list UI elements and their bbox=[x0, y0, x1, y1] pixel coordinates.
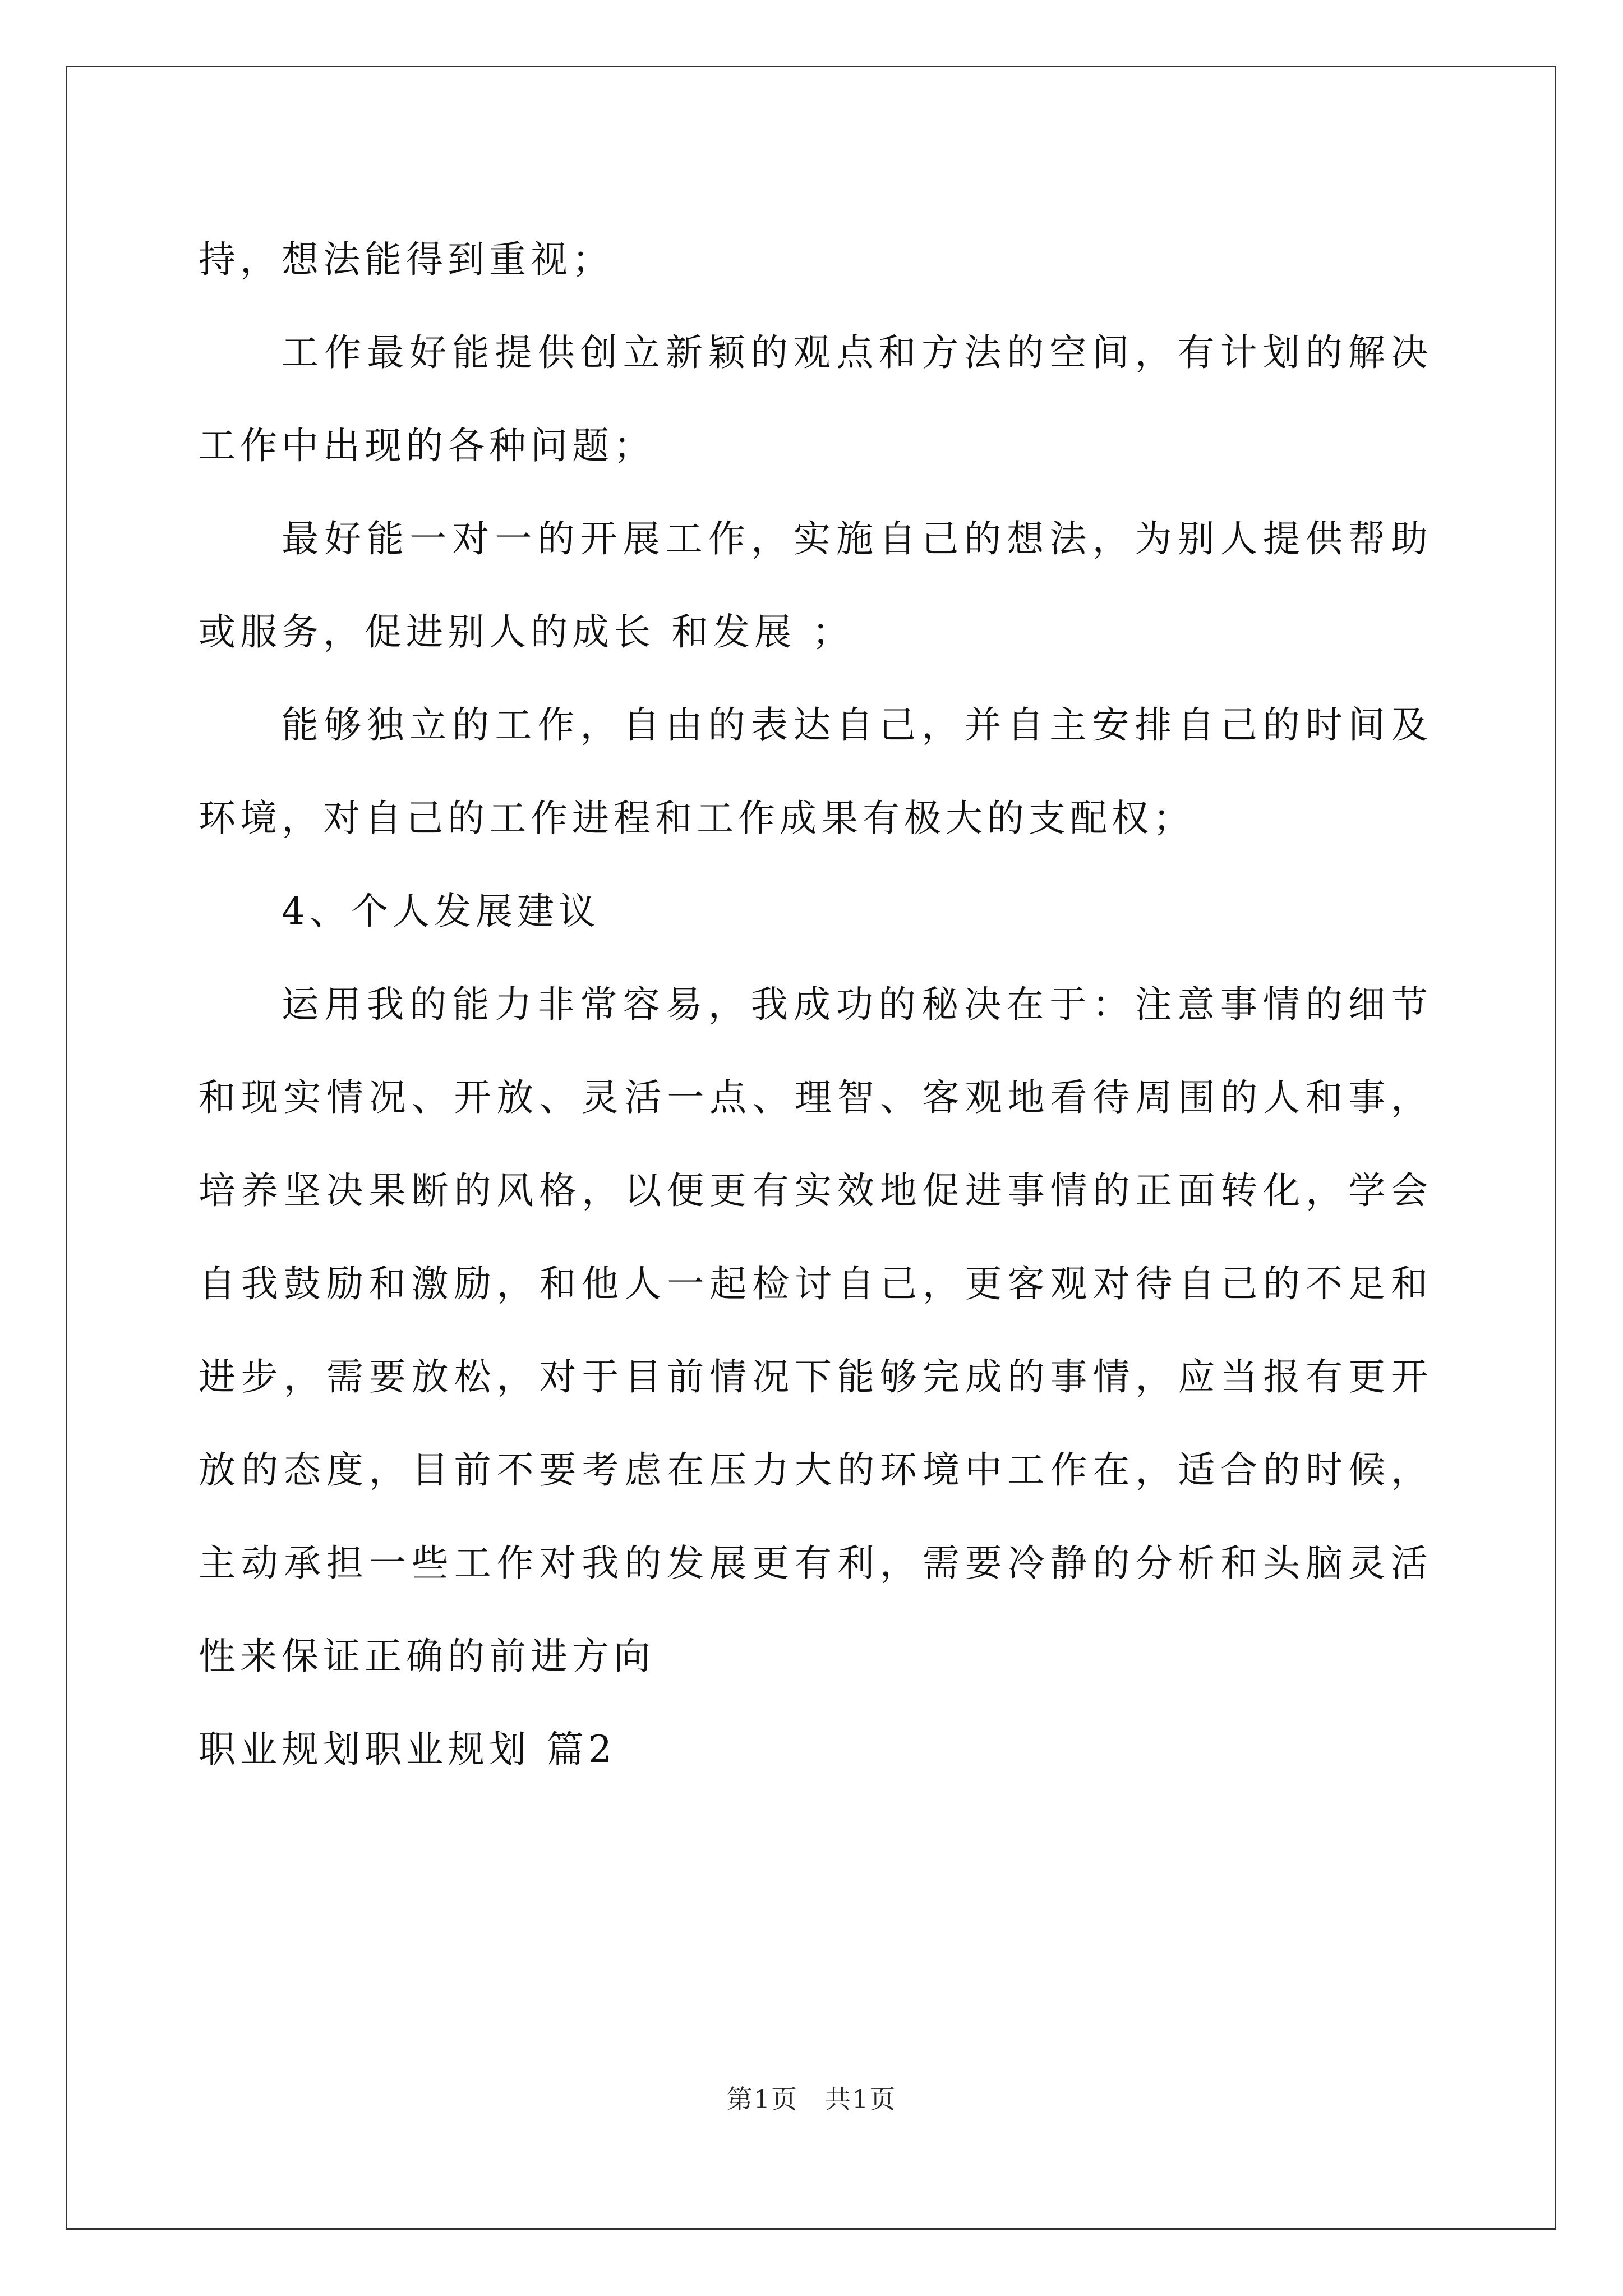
paragraph: 能够独立的工作，自由的表达自己，并自主安排自己的时间及环境，对自己的工作进程和工作成果有极大的支配权； bbox=[199, 703, 1432, 840]
paragraph: 持，想法能得到重视； bbox=[199, 238, 614, 281]
paragraph: 工作最好能提供创立新颖的观点和方法的空间，有计划的解决工作中出现的各种问题； bbox=[199, 331, 1432, 467]
section-title: 职业规划职业规划 篇2 bbox=[199, 1728, 616, 1771]
subheading: 4、个人发展建议 bbox=[282, 890, 600, 933]
paragraph: 最好能一对一的开展工作，实施自己的想法，为别人提供帮助或服务，促进别人的成长 和发展 ； bbox=[199, 517, 1432, 654]
paragraph: 运用我的能力非常容易，我成功的秘决在于：注意事情的细节和现实情况、开放、灵活一点、理智、客观地看待周围的人和事，培养坚决果断的风格，以便更有实效地促进事情的正面转化，学会自我鼓励和激励，和他人一起检讨自己，更客观对待自己的不足和进步，需要放松，对于目前情况下能够完成的事情，应当报有更开放的态度，目前不要考虑在压力大的环境中工作在，适合的时候，主动承担一些工作对我的发展更有利，需要冷静的分析和头脑灵活性来保证正确的前进方向 bbox=[199, 983, 1432, 1678]
page-footer: 第1页 共1页 bbox=[726, 2084, 897, 2114]
document-body bbox=[199, 213, 1432, 1796]
